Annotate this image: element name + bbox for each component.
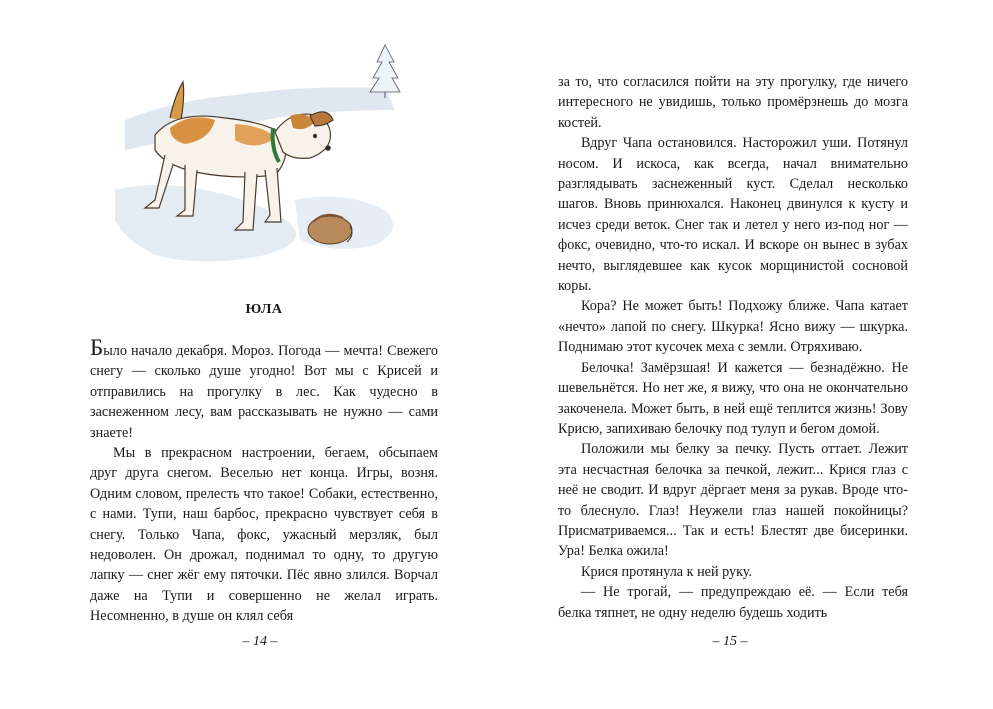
paragraph: Белочка! Замёрзшая! И кажется — безнадёжно. Не шевельнётся. Но нет же, я вижу, что она не окончательно закоченела. Может быть, в ней ещё теплится жизнь! Зову Крисю, запихиваю белочку под тулуп и бегом домой.: [558, 359, 908, 437]
paragraph: за то, что согласился пойти на эту прогулку, где ничего интересного не увидишь, только промёрзнешь до мозга костей.: [558, 74, 908, 131]
paragraph: Было начало декабря. Мороз. Погода — мечта! Свежего снегу — сколько душе угодно! Вот мы с Крисей и отправились на прогулку в лес. Как чудесно в заснеженном лесу, вам рассказывать не нужно — сами знаете!: [90, 335, 438, 441]
paragraph: Кора? Не может быть! Подхожу ближе. Чапа катает «нечто» лапой по снегу. Шкурка! Ясно вижу — шкурка. Поднимаю этот кусочек меха с земли. Отряхиваю.: [558, 298, 908, 356]
paragraph: Мы в прекрасном настроении, бегаем, обсыпаем друг друга снегом. Веселью нет конца. Игры, возня. Одним словом, прелесть что такое! Собаки, естественно, с нами. Тупи, наш барбос, прекрасно чувствует себя в снегу. Только Чапа, фокс, ужасный мерзляк, был недоволен. Он дрожал, поднимал то одну, то другую лапку — снег жёг ему пяточки. Пёс явно злился. Ворчал даже на Тупи и совершенно не желал играть. Несомненно, в душе он клял себя: [90, 445, 438, 625]
page-number: – 14 –: [242, 634, 278, 649]
paragraph: — Не трогай, — предупреждаю её. — Если тебя белка тяпнет, не одну неделю будешь ходить: [558, 584, 908, 621]
paragraph: Положили мы белку за печку. Пусть оттает. Лежит эта несчастная белочка за печкой, лежит... Крися глаз с неё не сводит. И вдруг дёргает меня за рукав. Вроде что-то блеснуло. Глаз! Неужели глаз нашей покойницы? Присматриваемся... Так и есть! Блестят две бисеринки. Ура! Белка ожила!: [558, 441, 908, 560]
right-page: [496, 0, 993, 709]
paragraph: Крися протянула к ней руку.: [581, 563, 753, 580]
drop-cap: Б: [90, 335, 104, 360]
chapter-title: ЮЛА: [245, 302, 283, 317]
paragraph: Вдруг Чапа остановился. Насторожил уши. Потянул носом. И искоса, как всегда, начал внимательно разглядывать заснеженный куст. Сделал несколько шагов. Вновь принюхался. Наконец двинулся к кусту и исчез среди веток. Снег так и летел у него из-под ног — фокс, очевидно, что-то искал. И вскоре он вынес в зубах нечто, выглядевшее как кусок морщинистой сосновой коры.: [558, 135, 908, 295]
right-page-text: [558, 72, 908, 623]
left-page: [0, 0, 496, 709]
fir-tree-icon: [370, 45, 400, 98]
left-page-text: [90, 335, 438, 627]
dog-and-squirrel-illustration: [115, 40, 415, 275]
page-number: – 15 –: [712, 634, 748, 649]
